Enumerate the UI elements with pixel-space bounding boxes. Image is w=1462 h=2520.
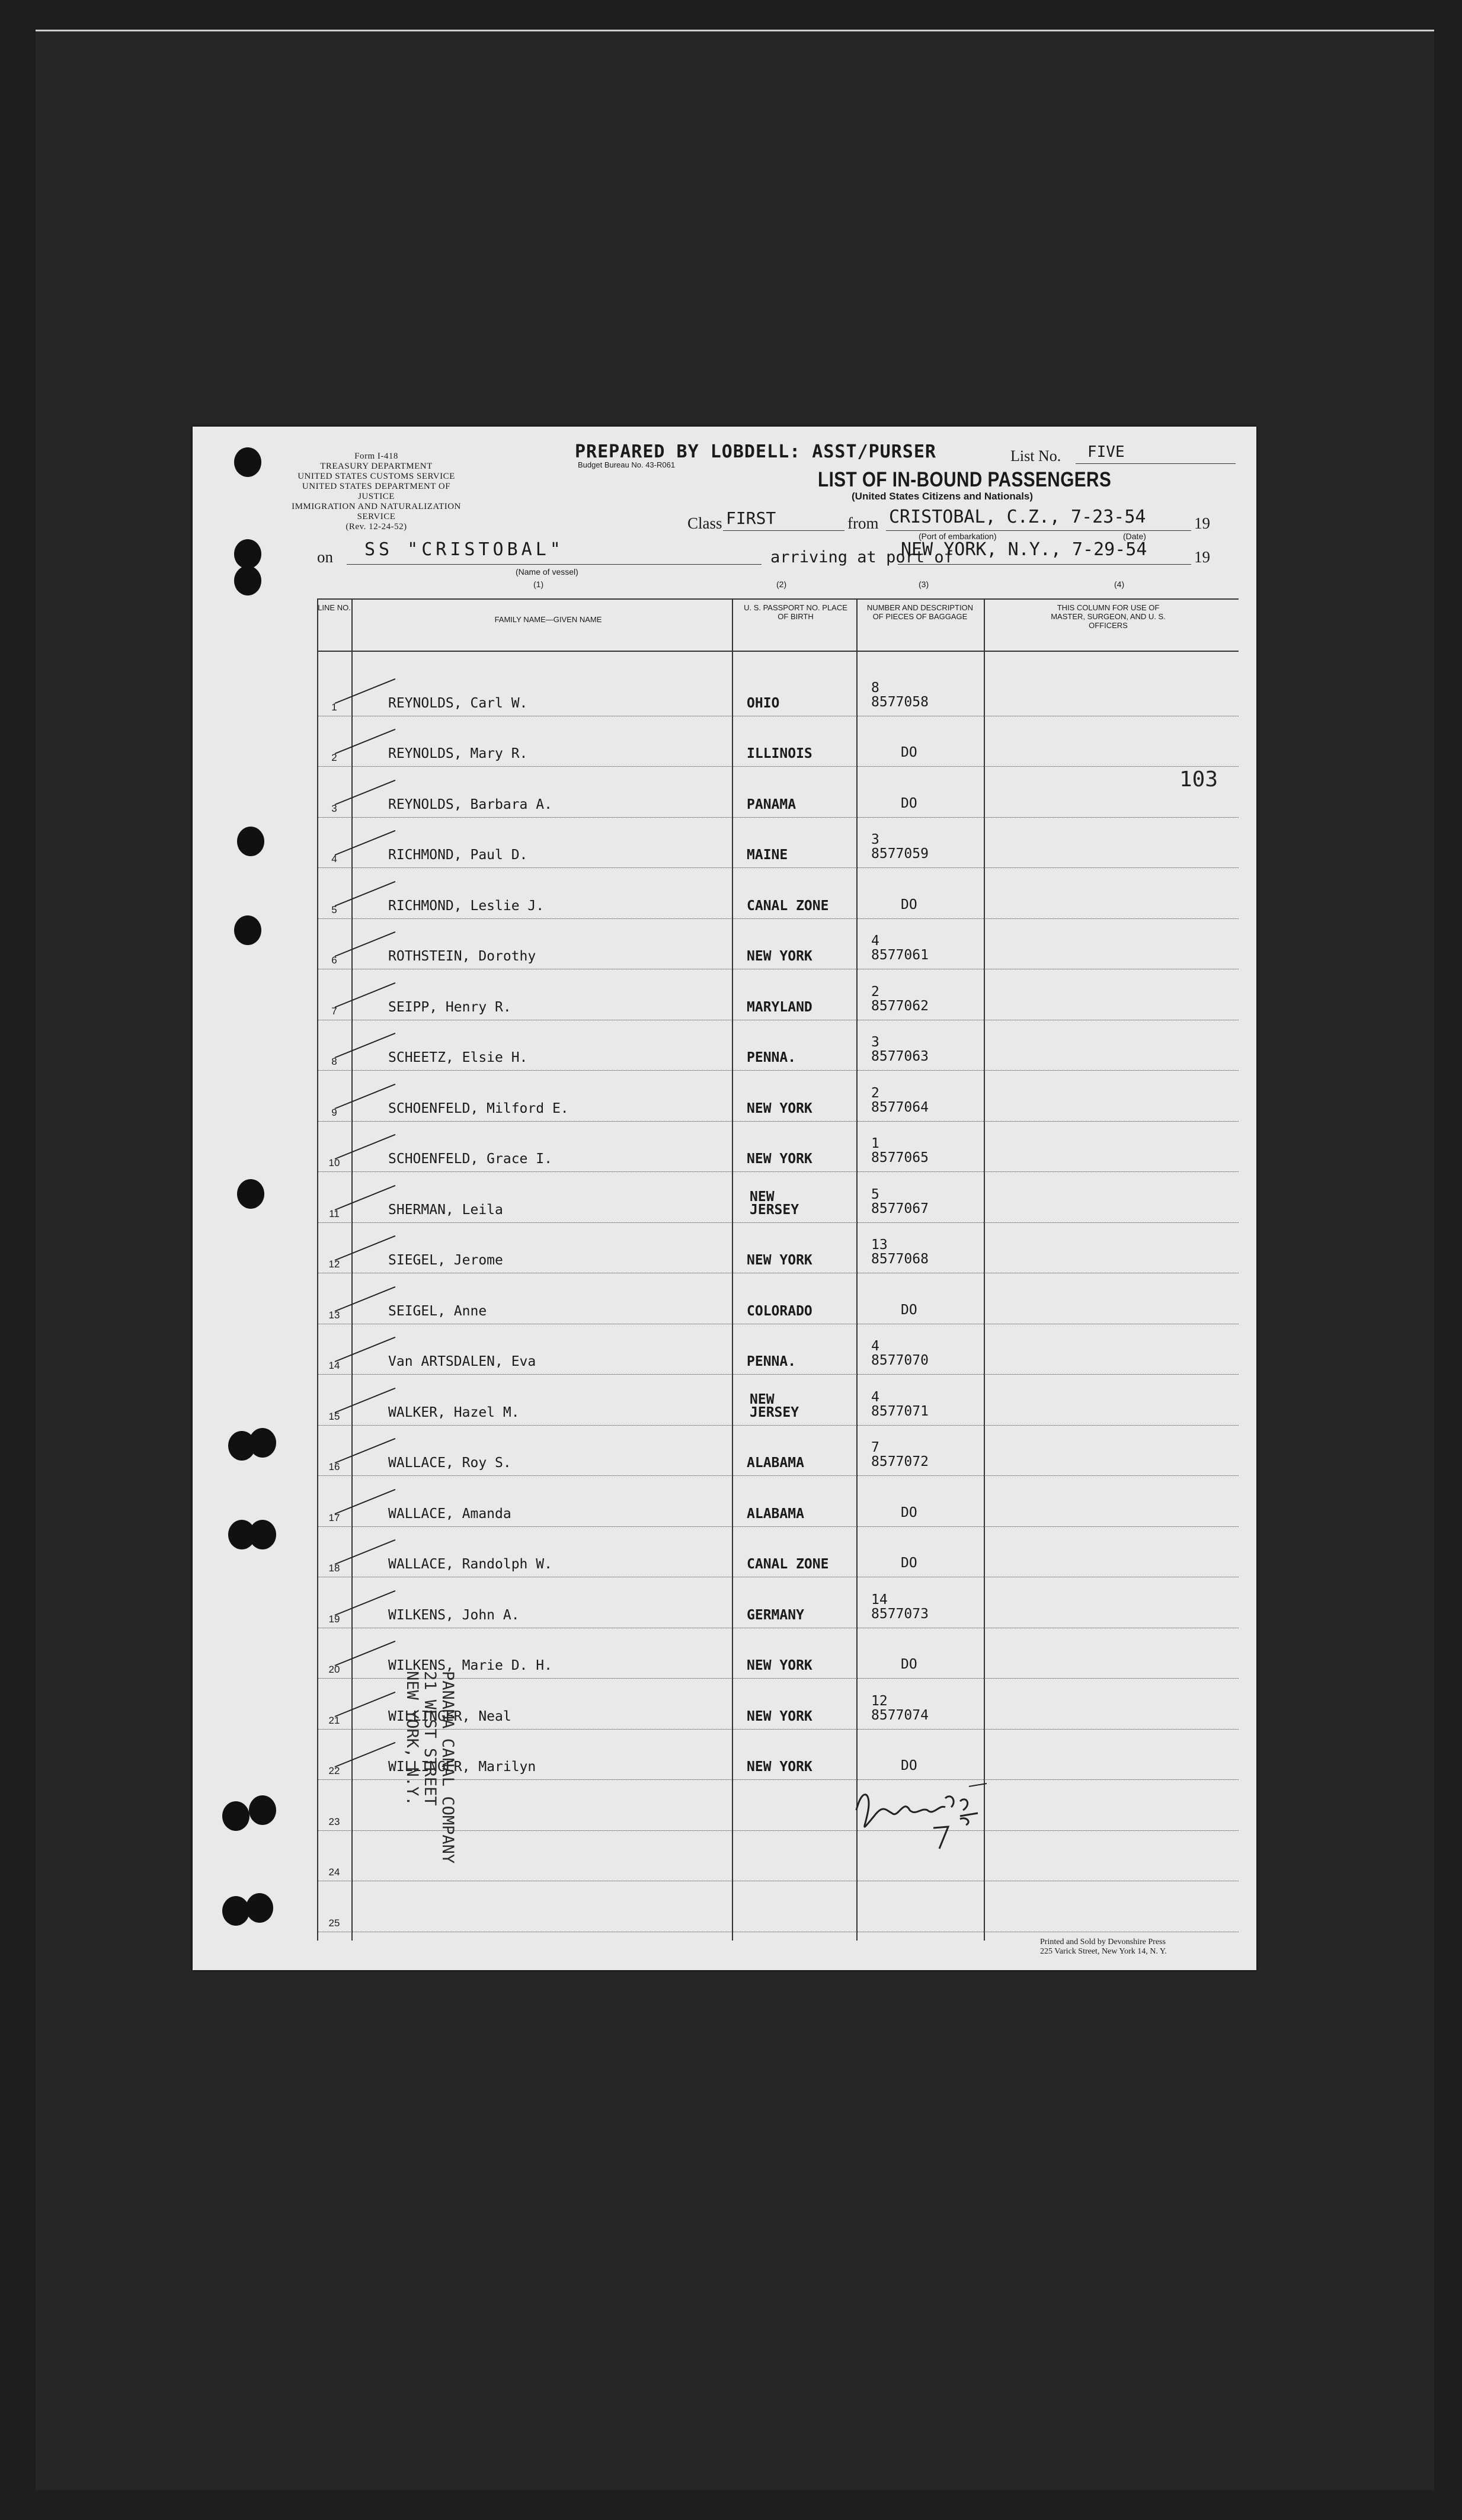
- from-label: from: [847, 514, 879, 532]
- baggage-count: 3: [871, 1035, 879, 1050]
- baggage-number: 8577065: [871, 1150, 929, 1165]
- line-number: 1: [331, 701, 337, 713]
- page-title: LIST OF IN-BOUND PASSENGERS: [818, 468, 1112, 491]
- place-of-birth: NEW JERSEY: [750, 1189, 799, 1218]
- place-of-birth: NEW YORK: [747, 949, 812, 964]
- check-mark: [335, 1235, 396, 1261]
- list-number-value: FIVE: [1087, 443, 1125, 461]
- table-row: [317, 1126, 1239, 1177]
- baggage-count: 13: [871, 1237, 888, 1253]
- baggage-number: 8577072: [871, 1454, 929, 1469]
- class-value: FIRST: [726, 508, 776, 528]
- arrival-port-date: NEW YORK, N.Y., 7-29-54: [901, 539, 1147, 560]
- table-row: [317, 1227, 1239, 1278]
- table-row: [317, 1024, 1239, 1075]
- passenger-name: SCHOENFELD, Milford E.: [388, 1100, 569, 1116]
- place-of-birth: PENNA.: [747, 1050, 796, 1065]
- check-mark: [335, 1033, 396, 1058]
- place-of-birth: MARYLAND: [747, 999, 812, 1015]
- baggage-count: 4: [871, 1389, 879, 1405]
- passenger-name: WILKENS, Marie D. H.: [388, 1658, 552, 1673]
- prepared-by: PREPARED BY LOBDELL: ASST/PURSER: [575, 441, 936, 462]
- column-header-passport: U. S. PASSPORT NO. PLACE OF BIRTH: [744, 603, 847, 621]
- line-number: 17: [328, 1512, 340, 1523]
- column-number: (3): [919, 579, 929, 589]
- class-label: Class: [687, 514, 722, 532]
- baggage-number: DO: [901, 896, 917, 912]
- baggage-number: DO: [901, 1302, 917, 1318]
- table-row: [317, 1075, 1239, 1126]
- table-row: [317, 1531, 1239, 1582]
- on-label: on: [317, 548, 333, 566]
- baggage-number: DO: [901, 745, 917, 760]
- passenger-name: SEIPP, Henry R.: [388, 999, 511, 1015]
- arriving-label: arriving at port of: [770, 548, 954, 566]
- place-of-birth: NEW YORK: [747, 1100, 812, 1116]
- line-number: 23: [328, 1815, 340, 1827]
- punch-hole: [237, 1179, 264, 1209]
- line-number: 2: [331, 752, 337, 763]
- check-mark: [335, 1488, 396, 1514]
- check-mark: [335, 1337, 396, 1362]
- customs-service: UNITED STATES CUSTOMS SERVICE: [297, 472, 455, 481]
- line-number: 16: [328, 1461, 340, 1472]
- table-row: [317, 1581, 1239, 1632]
- baggage-number: DO: [901, 1504, 917, 1520]
- form-number: Form I-418: [354, 452, 398, 461]
- punch-hole: [237, 827, 264, 856]
- baggage-number: 8577074: [871, 1707, 929, 1723]
- punch-hole: [249, 1428, 276, 1458]
- table-row: [317, 974, 1239, 1024]
- baggage-count: 14: [871, 1592, 888, 1608]
- place-of-birth: ALABAMA: [747, 1455, 804, 1471]
- punch-hole: [234, 447, 261, 477]
- column-header-name: FAMILY NAME—GIVEN NAME: [494, 615, 602, 624]
- place-of-birth: NEW YORK: [747, 1658, 812, 1673]
- passenger-name: RICHMOND, Leslie J.: [388, 898, 545, 914]
- line-number: 10: [328, 1157, 340, 1168]
- baggage-number: 8577071: [871, 1403, 929, 1419]
- place-of-birth: CANAL ZONE: [747, 898, 829, 914]
- baggage-number: DO: [901, 1758, 917, 1773]
- baggage-count: 1: [871, 1136, 879, 1151]
- check-mark: [335, 1184, 396, 1210]
- column-number: (4): [1114, 579, 1125, 589]
- port-embarkation-label: (Port of embarkation): [919, 531, 997, 541]
- year-suffix: 19: [1194, 514, 1210, 532]
- line-number: 19: [328, 1613, 340, 1625]
- passenger-manifest-page: [193, 427, 1256, 1970]
- check-mark: [335, 1590, 396, 1615]
- line-number: 14: [328, 1360, 340, 1371]
- check-mark: [335, 1641, 396, 1666]
- baggage-number: 8577068: [871, 1251, 929, 1267]
- baggage-number: 8577061: [871, 947, 929, 963]
- line-number: 4: [331, 853, 337, 864]
- form-identification: [290, 452, 462, 532]
- line-number: 12: [328, 1259, 340, 1270]
- place-of-birth: NEW YORK: [747, 1708, 812, 1724]
- check-mark: [335, 1134, 396, 1160]
- line-number: 20: [328, 1664, 340, 1675]
- check-mark: [335, 779, 396, 805]
- baggage-number: 8577063: [871, 1049, 929, 1064]
- check-mark: [335, 1539, 396, 1565]
- table-row: [317, 1430, 1239, 1481]
- place-of-birth: PENNA.: [747, 1354, 796, 1369]
- table-row: [317, 670, 1239, 721]
- place-of-birth: COLORADO: [747, 1303, 812, 1319]
- check-mark: [335, 1438, 396, 1464]
- budget-bureau: Budget Bureau No. 43-R061: [578, 460, 676, 469]
- punch-hole: [246, 1893, 273, 1923]
- check-mark: [335, 982, 396, 1007]
- baggage-count: 5: [871, 1186, 879, 1202]
- table-row: [317, 1328, 1239, 1379]
- check-mark: [335, 830, 396, 856]
- from-value: CRISTOBAL, C.Z., 7-23-54: [889, 507, 1146, 527]
- table-row: [317, 771, 1239, 822]
- line-number: 24: [328, 1866, 340, 1878]
- line-number: 7: [331, 1005, 337, 1017]
- place-of-birth: PANAMA: [747, 796, 796, 812]
- passenger-name: SEIGEL, Anne: [388, 1303, 487, 1319]
- passenger-name: WALLACE, Randolph W.: [388, 1557, 552, 1572]
- baggage-number: DO: [901, 1555, 917, 1571]
- table-row: [317, 1277, 1239, 1328]
- column-number: (1): [533, 579, 544, 589]
- ins-service: IMMIGRATION AND NATURALIZATION SERVICE: [292, 502, 461, 521]
- check-mark: [335, 678, 396, 703]
- date-label: (Date): [1123, 531, 1146, 541]
- check-mark: [335, 1691, 396, 1717]
- passenger-name: SCHEETZ, Elsie H.: [388, 1050, 528, 1065]
- stamp-company: PANAMA CANAL COMPANY: [439, 1671, 457, 1864]
- punch-hole: [249, 1520, 276, 1549]
- line-number: 22: [328, 1765, 340, 1776]
- passenger-name: REYNOLDS, Barbara A.: [388, 796, 552, 812]
- baggage-count: 4: [871, 1339, 879, 1354]
- vessel-name: SS "CRISTOBAL": [364, 539, 564, 560]
- passenger-name: SCHOENFELD, Grace I.: [388, 1151, 552, 1167]
- revision-date: (Rev. 12-24-52): [345, 522, 407, 531]
- place-of-birth: MAINE: [747, 847, 788, 863]
- baggage-count: 2: [871, 984, 879, 1000]
- line-number: 15: [328, 1410, 340, 1422]
- passenger-name: WALLACE, Amanda: [388, 1506, 511, 1522]
- punch-hole: [222, 1896, 249, 1926]
- check-mark: [335, 880, 396, 906]
- place-of-birth: ALABAMA: [747, 1506, 804, 1522]
- baggage-count: 8: [871, 680, 879, 696]
- baggage-count: 3: [871, 832, 879, 847]
- passenger-name: REYNOLDS, Mary R.: [388, 746, 528, 761]
- column-header-line: LINE NO.: [318, 603, 351, 612]
- passenger-name: WILLINGER, Marilyn: [388, 1759, 536, 1775]
- column-number: (2): [776, 579, 787, 589]
- check-mark: [335, 931, 396, 957]
- passenger-name: ROTHSTEIN, Dorothy: [388, 949, 536, 964]
- line-number: 5: [331, 904, 337, 915]
- check-mark: [335, 1387, 396, 1413]
- column-header-officers: THIS COLUMN FOR USE OF MASTER, SURGEON, AND U. S. OFFICERS: [1051, 603, 1166, 630]
- passenger-name: WALKER, Hazel M.: [388, 1404, 520, 1420]
- line-number: 13: [328, 1309, 340, 1321]
- line-number: 6: [331, 955, 337, 966]
- line-number: 21: [328, 1714, 340, 1726]
- passenger-name: WILKENS, John A.: [388, 1607, 520, 1623]
- place-of-birth: GERMANY: [747, 1607, 804, 1623]
- stamp-city: NEW YORK, N.Y.: [403, 1671, 421, 1806]
- justice-department: UNITED STATES DEPARTMENT OF JUSTICE: [302, 482, 451, 501]
- table-row: [317, 1176, 1239, 1227]
- punch-hole: [222, 1801, 249, 1831]
- printer-line-1: Printed and Sold by Devonshire Press: [1040, 1938, 1166, 1946]
- baggage-count: 2: [871, 1085, 879, 1101]
- passenger-name: Van ARTSDALEN, Eva: [388, 1354, 536, 1369]
- table-row: [317, 822, 1239, 873]
- list-number-label: List No.: [1010, 447, 1061, 465]
- place-of-birth: NEW YORK: [747, 1759, 812, 1775]
- year-suffix: 19: [1194, 548, 1210, 566]
- line-number: 25: [328, 1917, 340, 1929]
- printer-imprint: [1040, 1938, 1167, 1957]
- column-header-baggage: NUMBER AND DESCRIPTION OF PIECES OF BAGGAGE: [866, 603, 974, 621]
- baggage-number: DO: [901, 795, 917, 811]
- baggage-count: 7: [871, 1440, 879, 1455]
- page-subtitle: (United States Citizens and Nationals): [852, 491, 1034, 502]
- line-number: 9: [331, 1106, 337, 1118]
- line-number: 11: [329, 1208, 340, 1219]
- line-number: 8: [331, 1056, 337, 1067]
- line-number: 18: [328, 1562, 340, 1574]
- place-of-birth: OHIO: [747, 695, 780, 711]
- place-of-birth: NEW YORK: [747, 1151, 812, 1167]
- vessel-name-label: (Name of vessel): [516, 567, 578, 577]
- table-row: [317, 1480, 1239, 1531]
- passenger-name: REYNOLDS, Carl W.: [388, 695, 528, 711]
- punch-hole: [234, 915, 261, 945]
- handwritten-signature: [850, 1775, 987, 1863]
- stamp-street: 21 WEST STREET: [421, 1671, 439, 1806]
- punch-hole: [249, 1795, 276, 1825]
- baggage-count: 4: [871, 933, 879, 949]
- passenger-name: SIEGEL, Jerome: [388, 1253, 503, 1268]
- baggage-number: 8577073: [871, 1606, 929, 1622]
- passenger-name: SHERMAN, Leila: [388, 1202, 503, 1218]
- baggage-number: 8577058: [871, 694, 929, 710]
- baggage-number: 8577064: [871, 1099, 929, 1115]
- baggage-number: DO: [901, 1657, 917, 1672]
- passenger-name: RICHMOND, Paul D.: [388, 847, 528, 863]
- table-row: [317, 1885, 1239, 1936]
- baggage-number: 8577062: [871, 998, 929, 1014]
- passenger-name: WILLINGER, Neal: [388, 1708, 511, 1724]
- table-row: [317, 872, 1239, 923]
- check-mark: [335, 1286, 396, 1311]
- baggage-number: 8577059: [871, 846, 929, 862]
- passenger-name: WALLACE, Roy S.: [388, 1455, 511, 1471]
- check-mark: [335, 729, 396, 754]
- punch-hole: [234, 539, 261, 569]
- baggage-count: 12: [871, 1693, 888, 1709]
- baggage-number: 8577070: [871, 1353, 929, 1368]
- place-of-birth: CANAL ZONE: [747, 1557, 829, 1572]
- place-of-birth: NEW JERSEY: [750, 1391, 799, 1420]
- line-number: 3: [331, 802, 337, 814]
- company-stamp: [403, 1671, 456, 1863]
- printer-line-2: 225 Varick Street, New York 14, N. Y.: [1040, 1947, 1167, 1956]
- table-row: [317, 721, 1239, 771]
- check-mark: [335, 1083, 396, 1109]
- baggage-number: 8577067: [871, 1200, 929, 1216]
- check-mark: [335, 1742, 396, 1767]
- place-of-birth: NEW YORK: [747, 1253, 812, 1268]
- officer-annotation: 103: [1179, 767, 1218, 792]
- place-of-birth: ILLINOIS: [747, 746, 812, 761]
- treasury-department: TREASURY DEPARTMENT: [320, 462, 433, 471]
- table-row: [317, 1379, 1239, 1430]
- table-row: [317, 923, 1239, 974]
- punch-hole: [234, 566, 261, 595]
